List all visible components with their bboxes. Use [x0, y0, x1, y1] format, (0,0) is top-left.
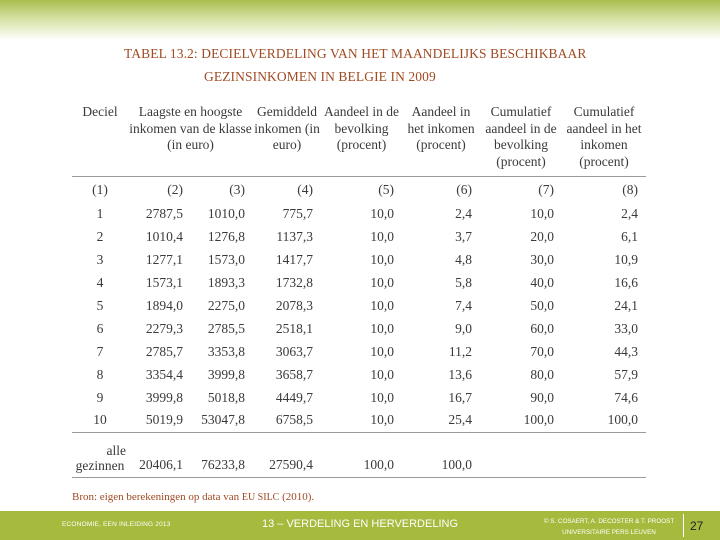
header-share-population: Aandeel in de bevolking (procent) [321, 104, 402, 177]
decile-number: 4 [96, 275, 104, 291]
table-cell: 5,8 [455, 275, 473, 291]
table-row [72, 295, 646, 318]
table-row [72, 272, 646, 295]
colnum: (3) [229, 182, 246, 197]
table-cell: 60,0 [530, 320, 555, 336]
table-row [72, 249, 646, 272]
table-cell: 16,6 [614, 275, 639, 291]
table-cell: 10,0 [370, 206, 395, 222]
page-number: 27 [690, 519, 704, 533]
table-cell: 10,0 [370, 389, 395, 405]
total-label-line1: alle [106, 442, 126, 458]
table-cell: 1276,8 [207, 229, 246, 245]
total-low: 20406,1 [128, 432, 191, 477]
table-cell: 3354,4 [145, 366, 183, 382]
decile-number: 9 [96, 389, 104, 405]
header-range: Laagste en hoogste inkomen van de klasse (in euro) [128, 104, 253, 177]
table-cell: 100,0 [480, 409, 562, 432]
table-cell: 33,0 [614, 320, 639, 336]
table-cell: 7,4 [455, 298, 473, 313]
colnum: (6) [456, 182, 473, 197]
income-decile-table [72, 104, 646, 478]
title-line-2: GEZINSINKOMEN IN BELGIE IN 2009 [204, 69, 436, 84]
colnum: (8) [622, 182, 639, 197]
table-cell: 9,0 [455, 320, 473, 336]
table-cell: 2787,5 [145, 206, 183, 222]
decile-number: 10 [72, 409, 128, 432]
header-gradient [0, 0, 720, 40]
table-title [124, 42, 684, 88]
table-cell: 57,9 [614, 366, 639, 382]
total-high: 76233,8 [191, 432, 253, 477]
table-cell: 3353,8 [207, 343, 246, 359]
table-cell: 10,0 [370, 320, 395, 336]
table-row [72, 386, 646, 409]
column-number-row [72, 177, 646, 204]
decile-number: 1 [96, 206, 104, 222]
colnum: (1) [92, 182, 108, 197]
table-cell: 1277,1 [145, 252, 183, 268]
table-cell: 1894,0 [145, 298, 183, 313]
table-cell: 2785,5 [207, 320, 246, 336]
table-cell: 40,0 [530, 275, 555, 291]
table-cell: 4449,7 [275, 389, 314, 405]
footer-authors: © S. COSAERT, A. DECOSTER & T. PROOST [543, 518, 675, 525]
table-cell: 2,4 [621, 206, 639, 222]
table-cell: 30,0 [530, 252, 555, 268]
empty-cell [480, 432, 562, 477]
header-deciel: Deciel [72, 104, 128, 177]
source-prefix: Bron: eigen berekeningen op data van [72, 491, 240, 503]
footer-bar [0, 511, 720, 540]
total-row [72, 432, 646, 477]
table-cell: 3999,8 [207, 366, 246, 382]
footer-divider [683, 514, 684, 537]
source-dataset: EU SILC [241, 492, 280, 503]
table-cell: 5018,8 [207, 389, 246, 405]
table-cell: 10,0 [370, 275, 395, 291]
header-cum-income: Cumulatief aandeel in het inkomen (procent) [562, 104, 646, 177]
table-cell: 6758,5 [253, 409, 321, 432]
table-cell: 2078,3 [275, 298, 314, 313]
header-row [72, 104, 646, 177]
table-cell: 10,9 [614, 252, 639, 268]
footer-chapter: 13 – VERDELING EN HERVERDELING [261, 518, 459, 530]
source-suffix: (2010). [282, 491, 315, 503]
table-row [72, 226, 646, 249]
table-cell: 2275,0 [207, 298, 246, 313]
colnum: (7) [538, 182, 555, 197]
colnum: (2) [167, 182, 183, 197]
table-cell: 10,0 [370, 366, 395, 382]
footer-course: ECONOMIE, EEN INLEIDING 2013 [62, 521, 171, 528]
table-row [72, 340, 646, 363]
total-share-pop: 100,0 [321, 432, 402, 477]
decile-number: 3 [96, 252, 104, 268]
table-cell: 1010,0 [207, 206, 246, 222]
table-cell: 10,0 [321, 409, 402, 432]
table-cell: 1732,8 [275, 275, 314, 291]
table-cell: 53047,8 [191, 409, 253, 432]
table-cell: 13,6 [448, 366, 473, 382]
table-cell: 10,0 [370, 252, 395, 268]
table-cell: 74,6 [614, 389, 639, 405]
table-cell: 1573,1 [145, 275, 183, 291]
table-cell: 4,8 [455, 252, 473, 268]
table-cell: 70,0 [530, 343, 555, 359]
table-cell: 6,1 [621, 229, 639, 245]
decile-number: 7 [96, 343, 104, 359]
table-cell: 1137,3 [276, 229, 314, 245]
table-cell: 1010,4 [145, 229, 183, 245]
table-cell: 16,7 [448, 389, 473, 405]
empty-cell [562, 432, 646, 477]
total-label-line2: gezinnen [75, 457, 125, 473]
table-cell: 10,0 [530, 206, 555, 222]
table-cell: 2785,7 [145, 343, 183, 359]
colnum: (4) [297, 182, 314, 197]
colnum: (5) [378, 182, 395, 197]
table-cell: 44,3 [614, 343, 639, 359]
table-row [72, 409, 646, 432]
table-cell: 2279,3 [145, 320, 183, 336]
decile-number: 6 [96, 320, 104, 336]
table-cell: 10,0 [370, 343, 395, 359]
table-cell: 50,0 [530, 298, 555, 313]
table-cell: 20,0 [530, 229, 555, 245]
table-cell: 3658,7 [275, 366, 314, 382]
table-cell: 1573,0 [207, 252, 246, 268]
table-cell: 3,7 [455, 229, 473, 245]
header-share-income: Aandeel in het inkomen (procent) [402, 104, 480, 177]
total-share-inc: 100,0 [402, 432, 480, 477]
footer-copyright [534, 516, 684, 538]
header-average: Gemiddeld inkomen (in euro) [253, 104, 321, 177]
table-row [72, 203, 646, 226]
table-cell: 3063,7 [275, 343, 314, 359]
table-cell: 24,1 [614, 298, 639, 313]
table-cell: 1893,3 [207, 275, 246, 291]
total-label [72, 432, 128, 477]
table-row [72, 363, 646, 386]
table-cell: 100,0 [562, 409, 646, 432]
table-cell: 2,4 [455, 206, 473, 222]
footer-publisher: UNIVERSITAIRE PERS LEUVEN [562, 529, 656, 536]
table-cell: 2518,1 [275, 320, 314, 336]
decile-number: 2 [96, 229, 104, 245]
table-cell: 10,0 [370, 229, 395, 245]
source-note [72, 491, 314, 503]
decile-number: 5 [96, 298, 104, 313]
table-row [72, 317, 646, 340]
table-cell: 775,7 [282, 206, 314, 222]
table-cell: 1417,7 [275, 252, 314, 268]
title-line-1: TABEL 13.2: DECIELVERDELING VAN HET MAANDELIJKS BESCHIKBAAR [124, 46, 587, 61]
table-cell: 80,0 [530, 366, 555, 382]
decile-number: 8 [96, 366, 104, 382]
table-cell: 5019,9 [128, 409, 191, 432]
table-cell: 11,2 [448, 343, 473, 359]
table-cell: 25,4 [402, 409, 480, 432]
table-cell: 3999,8 [145, 389, 183, 405]
total-avg: 27590,4 [253, 432, 321, 477]
header-cum-population: Cumulatief aandeel in de bevolking (procent) [480, 104, 562, 177]
table-cell: 90,0 [530, 389, 555, 405]
table-cell: 10,0 [370, 298, 395, 313]
